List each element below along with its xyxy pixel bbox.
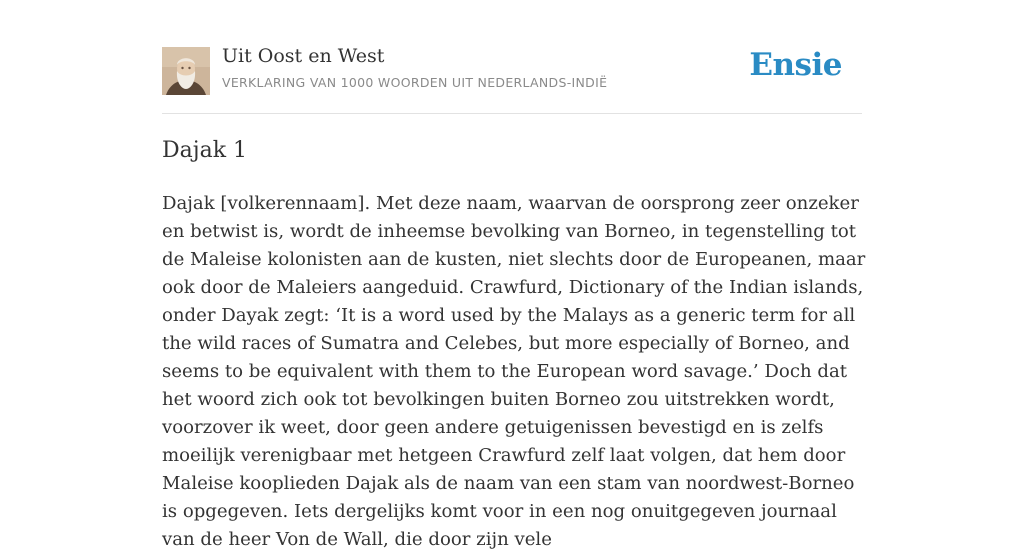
ensie-logo[interactable]: Ensie xyxy=(749,47,842,83)
book-subtitle: VERKLARING VAN 1000 WOORDEN UIT NEDERLANDS-INDIË xyxy=(222,75,608,90)
content-container xyxy=(162,0,866,550)
entry-title: Dajak 1 xyxy=(162,138,248,163)
author-portrait-icon xyxy=(162,47,210,95)
book-title-link[interactable]: Uit Oost en West xyxy=(222,45,385,67)
site-header xyxy=(162,0,862,114)
author-avatar[interactable] xyxy=(162,47,210,95)
entry-body: Dajak [volkerennaam]. Met deze naam, waarvan de oorsprong zeer onzeker en betwist is, wordt de inheemse bevolking van Borneo, in tegenstelling tot de Maleise kolonisten aan de kusten, niet slechts door de Europeanen, maar ook door de Maleiers aangeduid. Crawfurd, Dictionary of the Indian islands, onder Dayak zegt: ‘It is a word used by the Malays as a generic term for all the wild races of Sumatra and Celebes, but more especially of Borneo, and seems to be equivalent with them to the European word savage.’ Doch dat het woord zich ook tot bevolkingen buiten Borneo zou uitstrekken wordt, voorzover ik weet, door geen andere getuigenissen bevestigd en is zelfs moeilijk verenigbaar met hetgeen Crawfurd zelf laat volgen, dat hem door Maleise kooplieden Dajak als de naam van een stam van noordwest-Borneo is opgegeven. Iets dergelijks komt voor in een nog onuitgegeven journaal van de heer Von de Wall, die door zijn vele xyxy=(162,193,866,550)
